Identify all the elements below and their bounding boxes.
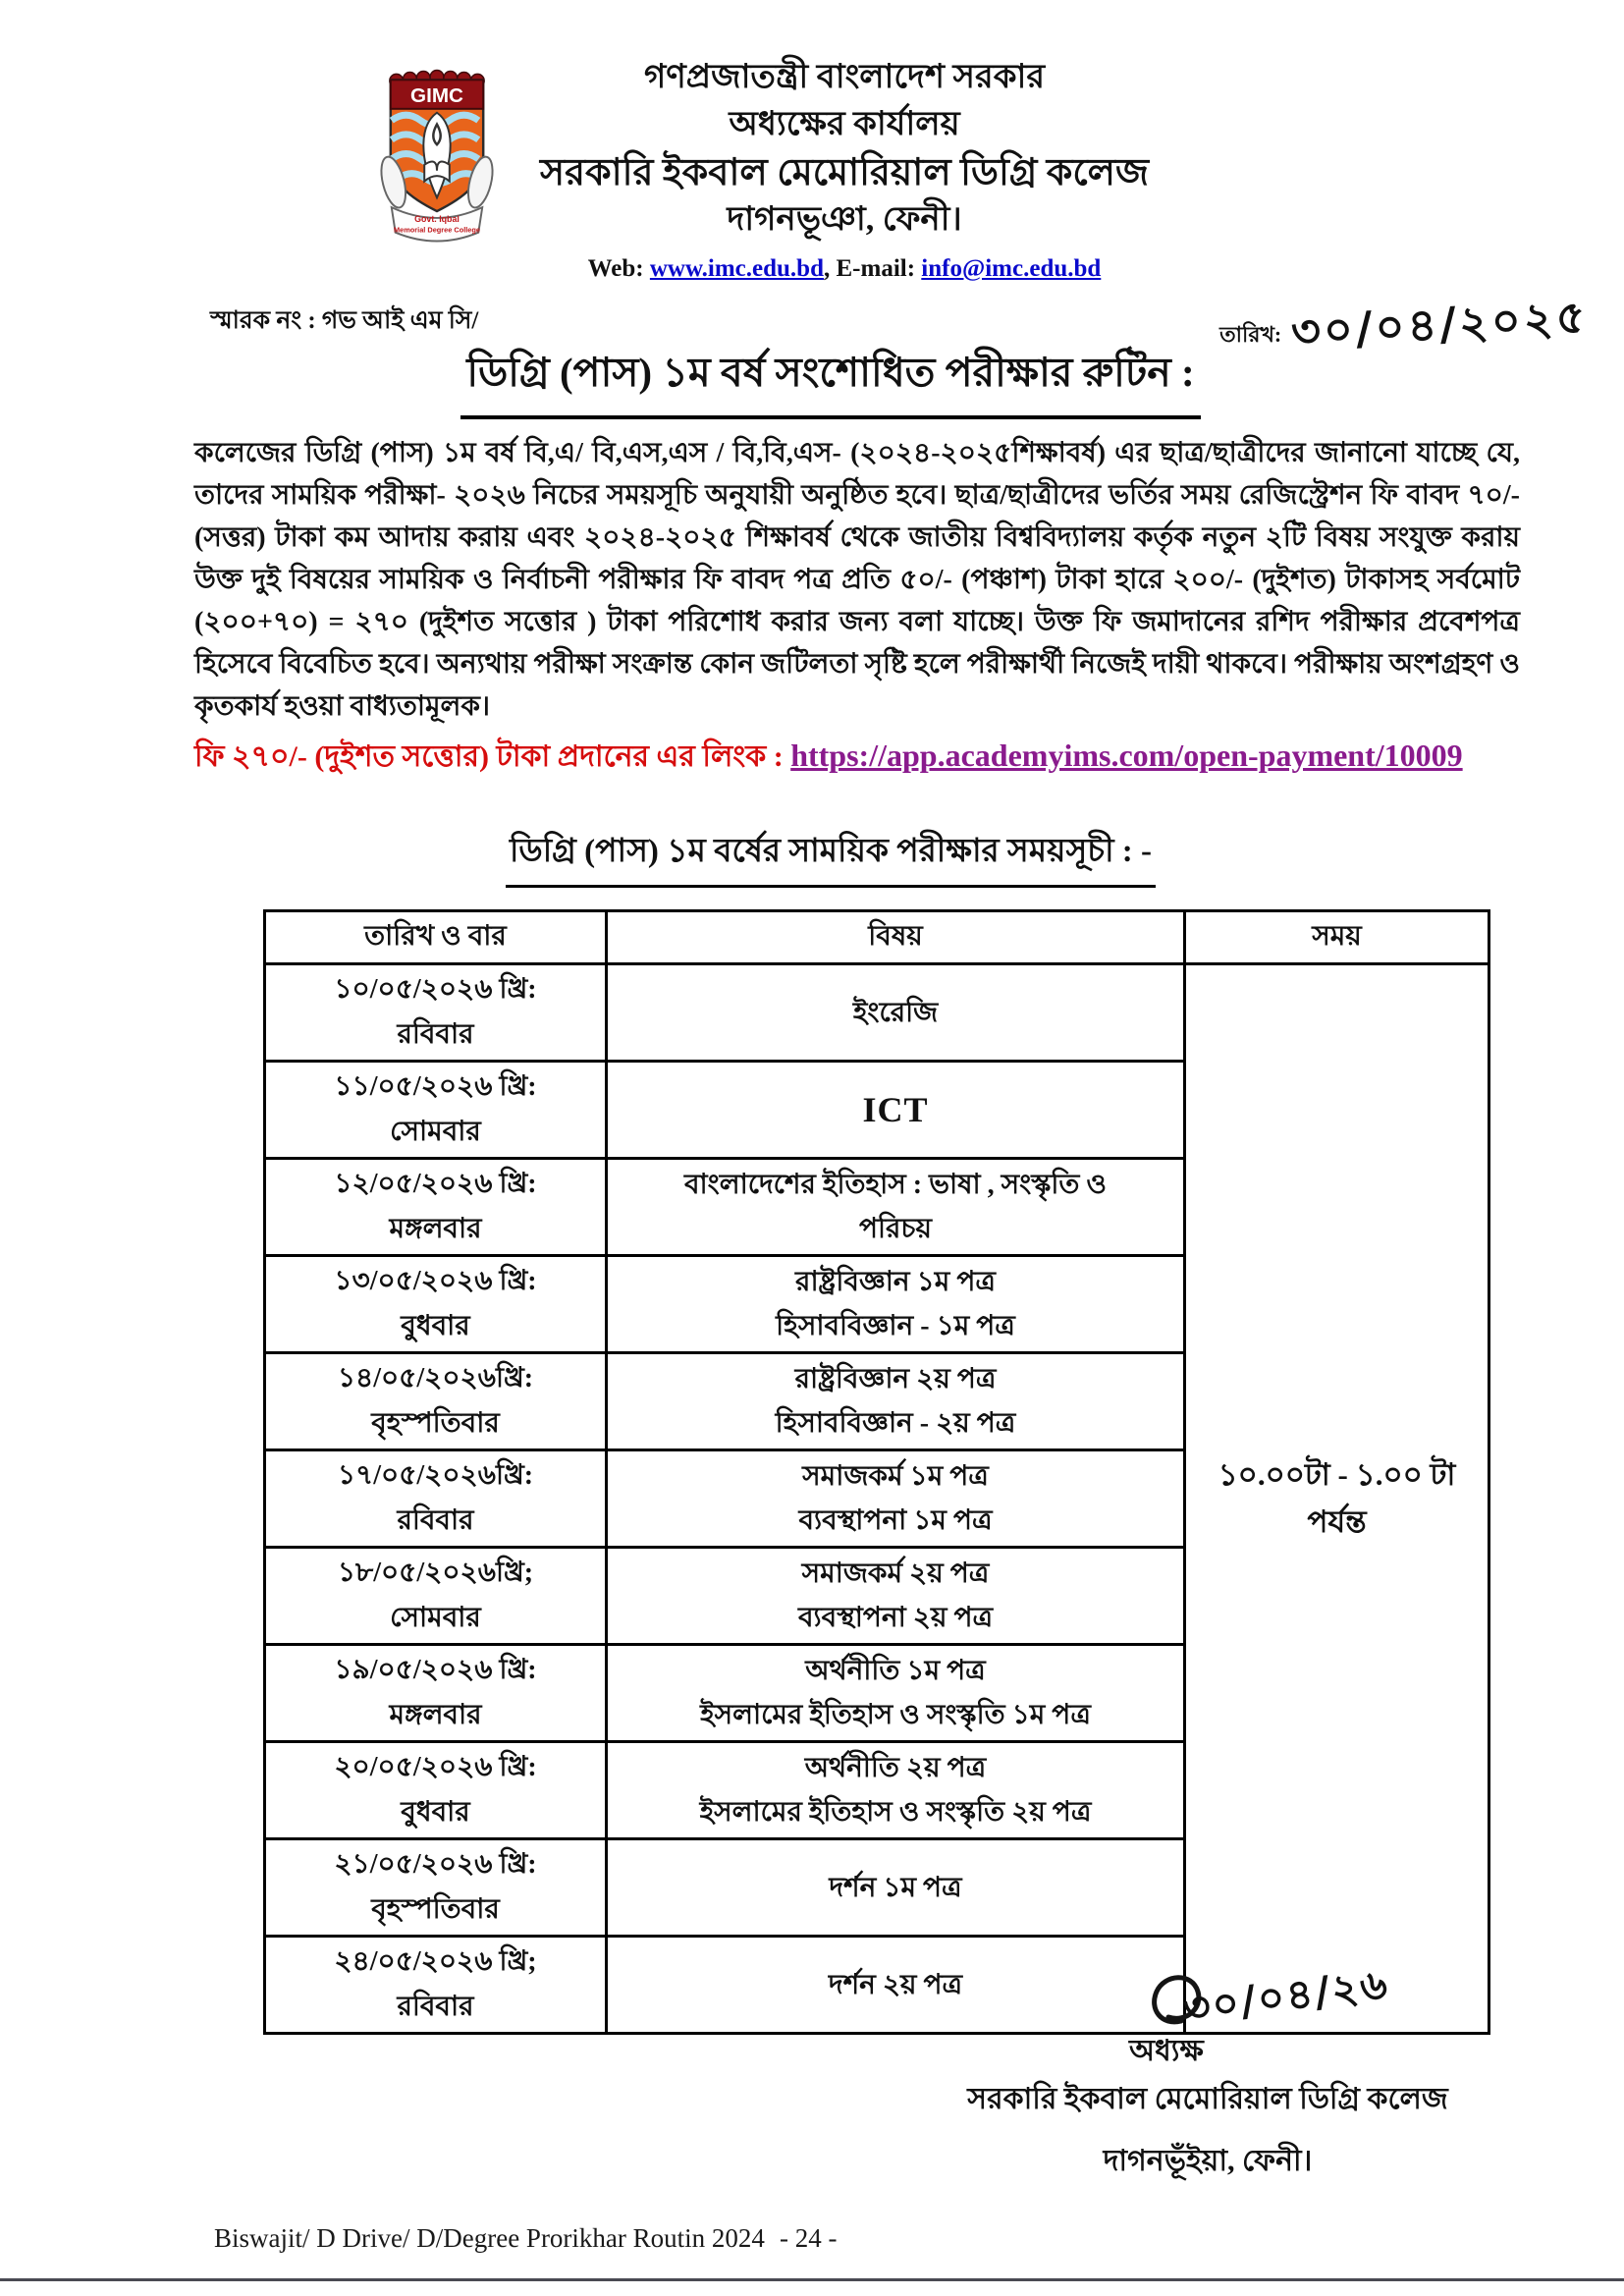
subject-cell (607, 1839, 1185, 1937)
exam-day: রবিবার (397, 1505, 474, 1536)
email-label: E-mail: (836, 255, 922, 282)
signatory-role: অধ্যক্ষ (1129, 2035, 1204, 2067)
date-day-cell (265, 1450, 607, 1548)
exam-date: ১৮/০৫/২০২৬খ্রি; (337, 1558, 534, 1588)
fee-line (194, 733, 1569, 783)
exam-day: সোমবার (390, 1603, 481, 1633)
exam-date: ১৭/০৫/২০২৬খ্রি: (337, 1460, 534, 1491)
document-title: ডিগ্রি (পাস) ১ম বর্ষ সংশোধিত পরীক্ষার রুটিন : (460, 342, 1200, 419)
exam-date: ২১/০৫/২০২৬ খ্রি: (334, 1849, 537, 1880)
exam-day: মঙ্গলবার (389, 1214, 482, 1244)
email-link[interactable]: info@imc.edu.bd (921, 255, 1102, 282)
crest-abbr: GIMC (410, 83, 463, 107)
schedule-subtitle: ডিগ্রি (পাস) ১ম বর্ষের সাময়িক পরীক্ষার সময়সূচী : - (506, 825, 1156, 888)
exam-day: বুধবার (401, 1311, 470, 1341)
subject-line: ICT (862, 1089, 929, 1129)
subject-cell (607, 1256, 1185, 1353)
signature-handwritten-date: ৩০/০৪/২৬ (1180, 1959, 1392, 2033)
date-day-cell (265, 1937, 607, 2034)
subject-cell (607, 1353, 1185, 1450)
subject-line: রাষ্ট্রবিজ্ঞান ২য় পত্র (794, 1364, 997, 1394)
subject-line: অর্থনীতি ১ম পত্র (805, 1656, 986, 1686)
subject-line: ব্যবস্থাপনা ১ম পত্র (798, 1505, 993, 1536)
time-cell (1185, 964, 1489, 2034)
date-day-cell (265, 1353, 607, 1450)
college-address: দাগনভূঞা, ফেনী। (727, 201, 962, 238)
subject-line: দর্শন ২য় পত্র (828, 1969, 963, 2000)
date-day-cell (265, 1645, 607, 1742)
subject-line: সমাজকর্ম ২য় পত্র (801, 1558, 990, 1589)
date-day-cell (265, 1548, 607, 1645)
office-line: অধ্যক্ষের কার্যালয় (729, 106, 960, 142)
page-number: - 24 - (780, 2223, 838, 2253)
subject-line: ইসলামের ইতিহাস ও সংস্কৃতি ১ম পত্র (700, 1700, 1091, 1730)
exam-day: সোমবার (390, 1117, 481, 1147)
footer (214, 2223, 838, 2254)
header-subject: বিষয় (607, 911, 1185, 964)
handwritten-date: ৩০/০৪/২০২৫ (1289, 290, 1590, 358)
subject-cell (607, 1450, 1185, 1548)
subject-line: হিসাববিজ্ঞান - ২য় পত্র (775, 1408, 1016, 1439)
date-day-cell (265, 1159, 607, 1256)
subject-line: ইংরেজি (852, 997, 939, 1028)
signatory-college: সরকারি ইকবাল মেমোরিয়াল ডিগ্রি কলেজ (967, 2083, 1448, 2115)
subject-line: বাংলাদেশের ইতিহাস : ভাষা , সংস্কৃতি ও (683, 1170, 1108, 1200)
contact-line (65, 256, 1624, 281)
exam-schedule-table (263, 909, 1490, 2035)
subject-cell (607, 1159, 1185, 1256)
subject-line: রাষ্ট্রবিজ্ঞান ১ম পত্র (795, 1267, 996, 1297)
memo-number: স্মারক নং : গভ আই এম সি/ (210, 307, 479, 334)
exam-day: বৃহস্পতিবার (371, 1408, 500, 1439)
govt-line: গণপ্রজাতন্ত্রী বাংলাদেশ সরকার (643, 59, 1046, 95)
subject-cell (607, 1645, 1185, 1742)
exam-time-until: পর্যন্ত (1307, 1504, 1367, 1539)
exam-date: ২৪/০৫/২০২৬ খ্রি; (334, 1946, 537, 1977)
exam-date: ১১/০৫/২০২৬ খ্রি: (334, 1071, 537, 1102)
subject-line: ব্যবস্থাপনা ২য় পত্র (797, 1603, 994, 1633)
exam-day: মঙ্গলবার (389, 1700, 482, 1730)
exam-time: ১০.০০টা - ১.০০ টা (1218, 1457, 1456, 1492)
footer-file-path: Biswajit/ D Drive/ D/Degree Prorikhar Routin 2024 (214, 2223, 765, 2253)
header-time: সময় (1185, 911, 1489, 964)
payment-link[interactable]: https://app.academyims.com/open-payment/10009 (790, 738, 1463, 773)
exam-day: বৃহস্পতিবার (371, 1894, 500, 1925)
table-row (265, 964, 1489, 1062)
date-day-cell (265, 1062, 607, 1159)
subject-line: ইসলামের ইতিহাস ও সংস্কৃতি ২য় পত্র (699, 1797, 1092, 1828)
exam-date: ১২/০৫/২০২৬ খ্রি: (334, 1169, 537, 1199)
subject-cell (607, 964, 1185, 1062)
fee-text: ফি ২৭০/- (দুইশত সত্তোর) টাকা প্রদানের এর লিংক : (194, 740, 791, 773)
subject-line: পরিচয় (858, 1214, 933, 1244)
subject-cell (607, 1742, 1185, 1839)
signatory-place: দাগনভূঁইয়া, ফেনী। (1103, 2145, 1313, 2177)
date-day-cell (265, 964, 607, 1062)
date-day-cell (265, 1256, 607, 1353)
subject-cell (607, 1548, 1185, 1645)
subject-cell (607, 1937, 1185, 2034)
exam-day: রবিবার (397, 1992, 474, 2022)
exam-date: ২০/০৫/২০২৬ খ্রি: (334, 1752, 537, 1782)
date-day-cell (265, 1742, 607, 1839)
scan-edge-line (0, 2278, 1624, 2281)
subject-line: অর্থনীতি ২য় পত্র (804, 1753, 987, 1783)
exam-day: রবিবার (397, 1019, 474, 1050)
crest-banner-line1: Govt. Iqbal (414, 213, 460, 224)
date-label: তারিখ: (1219, 321, 1282, 347)
crest-banner-line2: Memorial Degree College (394, 225, 480, 235)
exam-date: ১৯/০৫/২০২৬ খ্রি: (334, 1655, 537, 1685)
subject-cell (607, 1062, 1185, 1159)
letterhead (65, 61, 1624, 281)
table-header-row (265, 911, 1489, 964)
website-link[interactable]: www.imc.edu.bd (649, 255, 824, 282)
subject-line: দর্শন ১ম পত্র (829, 1872, 962, 1903)
exam-date: ১০/০৫/২০২৬ খ্রি: (334, 974, 537, 1005)
subject-line: সমাজকর্ম ১ম পত্র (802, 1461, 989, 1492)
web-label: Web: (587, 255, 650, 282)
header-date-day: তারিখ ও বার (265, 911, 607, 964)
college-name: সরকারি ইকবাল মেমোরিয়াল ডিগ্রি কলেজ (540, 152, 1149, 193)
document-title-row (37, 342, 1624, 419)
notice-body: কলেজের ডিগ্রি (পাস) ১ম বর্ষ বি,এ/ বি,এস,এস / বি,বি,এস- (২০২৪-২০২৫শিক্ষাবর্ষ) এর ছাত্র/ছাত্রীদের জানানো যাচ্ছে যে, তাদের সাময়িক পরীক্ষা- ২০২৬ নিচের সময়সূচি অনুযায়ী অনুষ্ঠিত হবে। ছাত্র/ছাত্রীদের ভর্তির সময় রেজিস্ট্রেশন ফি বাবদ ৭০/- (সত্তর) টাকা কম আদায় করায় এবং ২০২৪-২০২৫ শিক্ষাবর্ষ থেকে জাতীয় বিশ্ববিদ্যালয় কর্তৃক নতুন ২টি বিষয় সংযুক্ত করায় উক্ত দুই বিষয়ের সাময়িক ও নির্বাচনী পরীক্ষার ফি বাবদ পত্র প্রতি ৫০/- (পঞ্চাশ) টাকা হারে ২০০/- (দুইশত) টাকাসহ সর্বমোট (২০০+৭০) = ২৭০ (দুইশত সত্তোর ) টাকা পরিশোধ করার জন্য বলা যাচ্ছে। উক্ত ফি জমাদানের রশিদ পরীক্ষার প্রবেশপত্র হিসেবে বিবেচিত হবে। অন্যথায় পরীক্ষা সংক্রান্ত কোন জটিলতা সৃষ্টি হলে পরীক্ষার্থী নিজেই দায়ী থাকবে। পরীক্ষায় অংশগ্রহণ ও কৃতকার্য হওয়া বাধ্যতামূলক। (194, 438, 1520, 722)
schedule-subtitle-row (37, 825, 1624, 888)
contact-separator: , (824, 255, 837, 282)
subject-line: হিসাববিজ্ঞান - ১ম পত্র (776, 1311, 1015, 1341)
exam-day: বুধবার (401, 1797, 470, 1828)
exam-date: ১৪/০৫/২০২৬খ্রি: (337, 1363, 534, 1394)
date-day-cell (265, 1839, 607, 1937)
exam-date: ১৩/০৫/২০২৬ খ্রি: (334, 1266, 537, 1296)
